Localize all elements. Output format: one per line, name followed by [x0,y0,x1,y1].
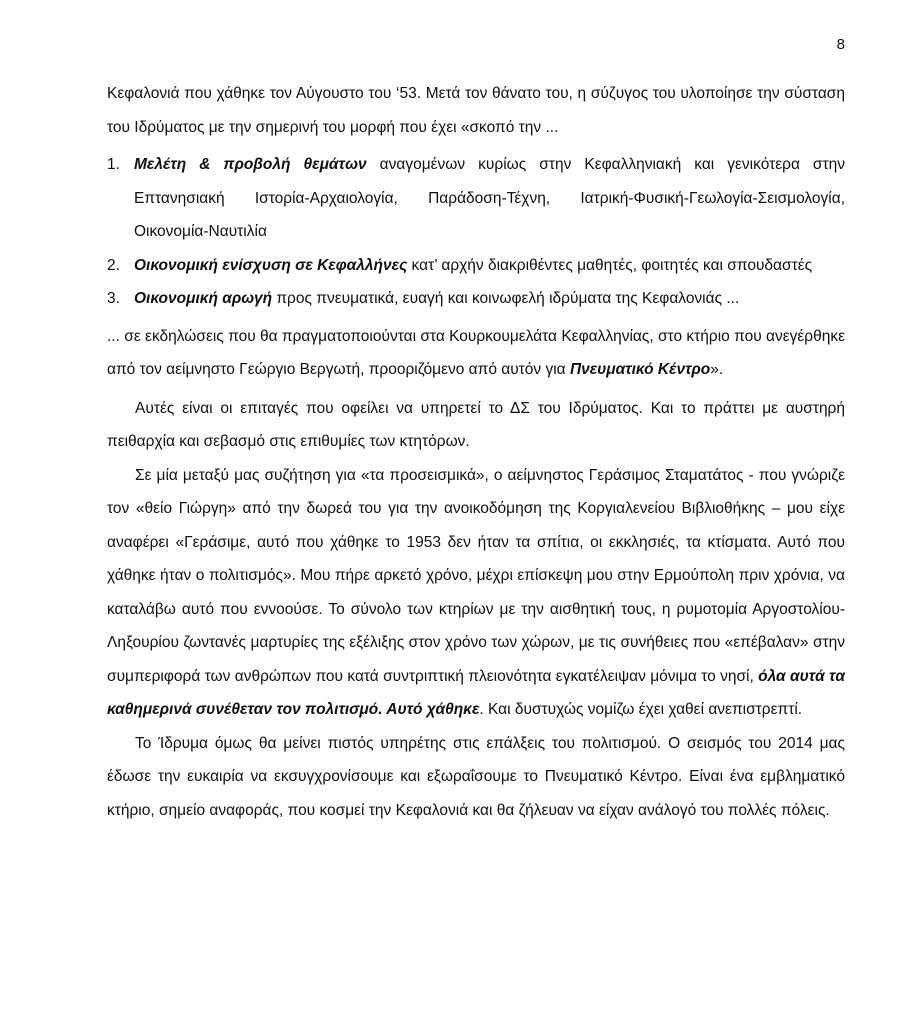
aims-list-item-1 [107,148,845,249]
foundation-paragraph: Το Ίδρυμα όμως θα μείνει πιστός υπηρέτης στις επάλξεις του πολιτισμού. Ο σεισμός του 2014 μας έδωσε την ευκαιρία να εκσυγχρονίσουμε και εξωραΐσουμε το Πνευματικό Κέντρο. Είναι ένα εμβληματικό κτήριο, σημείο αναφοράς, που κοσμεί την Κεφαλονιά και θα ζήλευαν να είχαν ανάλογό του πολλές πόλεις. [107,734,845,819]
aims-list-item-2 [107,249,845,283]
discussion-paragraph [107,459,845,727]
emphasis-text: Πνευματικό Κέντρο [569,361,711,378]
aim-text: κατ’ αρχήν διακριθέντες μαθητές, φοιτητές και σπουδαστές [407,256,813,274]
aim-text: αναγομένων κυρίως στην Κεφαλληνιακή και γενικότερα στην Επτανησιακή Ιστορία-Αρχαιολογία, Παράδοση-Τέχνη, Ιατρική-Φυσική-Γεωλογία-Σεισμολογία, Οικονομία-Ναυτιλία [134,156,845,240]
aim-heading: Οικονομική ενίσχυση σε Κεφαλλήνες [134,256,408,274]
paragraph-end: . Και δυστυχώς νομίζω έχει χαθεί ανεπιστρεπτί. [479,701,803,718]
document-body [107,77,845,827]
list-number: 2. [107,256,120,274]
aim-text: προς πνευματικά, ευαγή και κοινωφελή ιδρύματα της Κεφαλονιάς ... [272,290,740,307]
aim-heading: Μελέτη & προβολή θεμάτων [134,156,367,173]
aims-list-item-3 [107,282,845,316]
aim-heading: Οικονομική αρωγή [134,290,273,307]
paragraph-end: ». [710,361,724,378]
duties-paragraph: Αυτές είναι οι επιταγές που οφείλει να υπηρετεί το ΔΣ του Ιδρύματος. Και το πράττει με αυστηρή πειθαρχία και σεβασμό στις επιθυμίες των κτητόρων. [107,399,845,450]
intro-paragraph: Κεφαλονιά που χάθηκε τον Αύγουστο του ‘53. Μετά τον θάνατο του, η σύζυγος του υλοποίησε την σύσταση του Ιδρύματος με την σημερινή του μορφή που έχει «σκοπό την ... [107,85,845,136]
emphasis-text: όλα αυτά τα καθημερινά συνέθεταν τον πολιτισμό. Αυτό χάθηκε [107,667,845,718]
paragraph-text: ... σε εκδηλώσεις που θα πραγματοποιούνται στα Κουρκουμελάτα Κεφαλληνίας, στο κτήριο που ανεγέρθηκε από τον αείμνηστο Γεώργιο Βεργωτή, προοριζόμενο από αυτόν για [107,327,845,378]
paragraph-text: Σε μία μεταξύ μας συζήτηση για «τα προσεισμικά», ο αείμνηστος Γεράσιμος Σταματάτος - που γνώριζε τον «θείο Γιώργη» από την δωρεά του για την ανοικοδόμηση της Κοργιαλενείου Βιβλιοθήκης – μου είχε αναφέρει «Γεράσιμε, αυτό που χάθηκε το 1953 δεν ήταν τα σπίτια, οι εκκλησιές, τα κτίσματα. Αυτό που χάθηκε ήταν ο πολιτισμός». Μου πήρε αρκετό χρόνο, μέχρι επίσκεψη μου στην Ερμούπολη πριν χρόνια, να καταλάβω αυτό που εννοούσε. Το σύνολο των κτηρίων με την αισθητική τους, η ρυμοτομία Αργοστολίου-Ληξουρίου ζωντανές μαρτυρίες της εξέλιξης στον χρόνο των χώρων, με τις συνήθειες που «επέβαλαν» στην συμπεριφορά των ανθρώπων που κατά συντριπτική πλειονότητα εγκατέλειψαν μόνιμα το νησί, [107,466,845,685]
ellipsis-paragraph [107,320,845,387]
page-number: 8 [836,36,845,53]
list-number: 1. [107,156,120,173]
aims-list [107,148,845,316]
list-number: 3. [107,290,120,307]
